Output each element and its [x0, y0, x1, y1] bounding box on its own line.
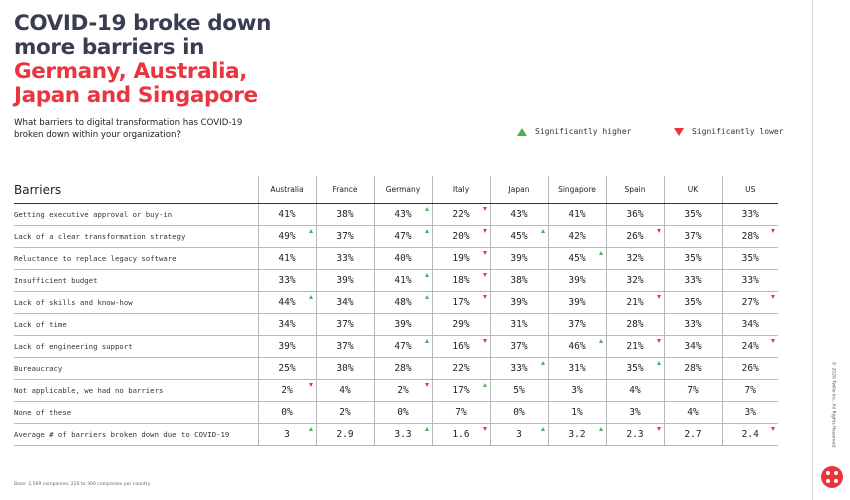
twilio-logo-icon — [821, 466, 843, 488]
significantly-higher-icon — [599, 339, 603, 343]
significantly-lower-icon — [309, 383, 313, 387]
cell-value: 48% — [394, 297, 412, 308]
cell-value: 28% — [684, 363, 702, 374]
cell-value: 39% — [568, 297, 586, 308]
value-cell — [258, 358, 316, 380]
cell-value: 2.4 — [741, 429, 759, 440]
significantly-lower-icon — [483, 295, 487, 299]
significantly-higher-icon — [541, 229, 545, 233]
significantly-higher-icon — [425, 273, 429, 277]
value-cell — [374, 248, 432, 270]
cell-value: 2.7 — [684, 429, 702, 440]
cell-value: 33% — [336, 253, 354, 264]
divider — [812, 0, 813, 500]
copyright: © 2020 Twilio Inc. All Rights Reserved. — [830, 361, 836, 449]
value-cell — [606, 380, 664, 402]
title-line-3: Germany, Australia, — [14, 59, 247, 84]
value-cell — [258, 270, 316, 292]
cell-value: 44% — [278, 297, 296, 308]
value-cell — [664, 380, 722, 402]
significantly-lower-icon — [771, 427, 775, 431]
cell-value: 28% — [394, 363, 412, 374]
cell-value: 21% — [626, 341, 644, 352]
value-cell — [664, 226, 722, 248]
value-cell — [548, 248, 606, 270]
cell-value: 40% — [394, 253, 412, 264]
cell-value: 3.3 — [394, 429, 412, 440]
value-cell — [316, 204, 374, 226]
significantly-lower-icon — [657, 427, 661, 431]
column-header: Italy — [432, 176, 490, 204]
table-header-row — [14, 176, 778, 204]
value-cell — [664, 270, 722, 292]
significantly-higher-icon — [425, 207, 429, 211]
cell-value: 4% — [629, 385, 641, 396]
cell-value: 34% — [684, 341, 702, 352]
legend-higher — [517, 127, 631, 136]
value-cell — [432, 226, 490, 248]
value-cell — [606, 226, 664, 248]
cell-value: 28% — [626, 319, 644, 330]
value-cell — [316, 336, 374, 358]
cell-value: 32% — [626, 275, 644, 286]
row-label: Lack of engineering support — [14, 336, 258, 358]
column-header: Germany — [374, 176, 432, 204]
value-cell — [374, 314, 432, 336]
column-header: Japan — [490, 176, 548, 204]
cell-value: 41% — [394, 275, 412, 286]
value-cell — [316, 292, 374, 314]
value-cell — [664, 424, 722, 446]
significantly-higher-icon — [599, 427, 603, 431]
column-header: Spain — [606, 176, 664, 204]
significantly-higher-icon — [541, 427, 545, 431]
table-row — [14, 270, 778, 292]
value-cell — [374, 402, 432, 424]
row-label: Bureaucracy — [14, 358, 258, 380]
cell-value: 46% — [568, 341, 586, 352]
value-cell — [258, 314, 316, 336]
title-line-4: Japan and Singapore — [14, 83, 258, 108]
cell-value: 49% — [278, 231, 296, 242]
value-cell — [664, 336, 722, 358]
value-cell — [548, 424, 606, 446]
value-cell — [258, 292, 316, 314]
value-cell — [490, 358, 548, 380]
value-cell — [432, 314, 490, 336]
value-cell — [432, 248, 490, 270]
cell-value: 41% — [278, 253, 296, 264]
triangle-up-icon — [517, 128, 527, 136]
value-cell — [606, 204, 664, 226]
value-cell — [258, 248, 316, 270]
value-cell — [664, 314, 722, 336]
value-cell — [258, 204, 316, 226]
cell-value: 33% — [278, 275, 296, 286]
cell-value: 39% — [278, 341, 296, 352]
value-cell — [664, 358, 722, 380]
cell-value: 2.3 — [626, 429, 644, 440]
cell-value: 43% — [510, 209, 528, 220]
cell-value: 18% — [452, 275, 470, 286]
value-cell — [548, 314, 606, 336]
base-note: Base: 2,569 companies; 220 to 300 companies per country — [14, 482, 151, 487]
value-cell — [374, 270, 432, 292]
cell-value: 42% — [568, 231, 586, 242]
cell-value: 37% — [336, 319, 354, 330]
cell-value: 37% — [568, 319, 586, 330]
value-cell — [490, 424, 548, 446]
value-cell — [432, 402, 490, 424]
cell-value: 37% — [336, 231, 354, 242]
row-label: Getting executive approval or buy-in — [14, 204, 258, 226]
cell-value: 41% — [568, 209, 586, 220]
column-header: US — [722, 176, 778, 204]
significantly-higher-icon — [309, 295, 313, 299]
cell-value: 21% — [626, 297, 644, 308]
value-cell — [432, 270, 490, 292]
cell-value: 27% — [741, 297, 759, 308]
row-label: Lack of a clear transformation strategy — [14, 226, 258, 248]
value-cell — [490, 248, 548, 270]
value-cell — [374, 292, 432, 314]
cell-value: 7% — [455, 407, 467, 418]
cell-value: 2% — [339, 407, 351, 418]
value-cell — [432, 336, 490, 358]
triangle-down-icon — [674, 128, 684, 136]
value-cell — [432, 292, 490, 314]
value-cell — [432, 424, 490, 446]
value-cell — [664, 292, 722, 314]
legend-higher-label: Significantly higher — [535, 127, 632, 136]
column-header: France — [316, 176, 374, 204]
significantly-higher-icon — [541, 361, 545, 365]
cell-value: 0% — [397, 407, 409, 418]
value-cell — [258, 402, 316, 424]
value-cell — [490, 204, 548, 226]
cell-value: 37% — [510, 341, 528, 352]
value-cell — [374, 424, 432, 446]
cell-value: 43% — [394, 209, 412, 220]
cell-value: 37% — [684, 231, 702, 242]
value-cell — [722, 358, 778, 380]
value-cell — [490, 314, 548, 336]
significantly-lower-icon — [657, 229, 661, 233]
cell-value: 2.9 — [336, 429, 354, 440]
cell-value: 33% — [684, 319, 702, 330]
cell-value: 1% — [571, 407, 583, 418]
cell-value: 29% — [452, 319, 470, 330]
value-cell — [548, 336, 606, 358]
cell-value: 47% — [394, 231, 412, 242]
table-row — [14, 248, 778, 270]
table-row — [14, 336, 778, 358]
value-cell — [374, 226, 432, 248]
value-cell — [606, 402, 664, 424]
value-cell — [664, 248, 722, 270]
cell-value: 31% — [510, 319, 528, 330]
value-cell — [548, 358, 606, 380]
value-cell — [316, 424, 374, 446]
value-cell — [722, 248, 778, 270]
cell-value: 37% — [336, 341, 354, 352]
value-cell — [664, 402, 722, 424]
cell-value: 35% — [626, 363, 644, 374]
cell-value: 3.2 — [568, 429, 586, 440]
column-header: UK — [664, 176, 722, 204]
value-cell — [316, 402, 374, 424]
value-cell — [722, 380, 778, 402]
cell-value: 38% — [510, 275, 528, 286]
significantly-lower-icon — [483, 427, 487, 431]
column-header: Australia — [258, 176, 316, 204]
table-row — [14, 292, 778, 314]
cell-value: 33% — [510, 363, 528, 374]
survey-question: What barriers to digital transformation has COVID-19 broken down within your organization? — [14, 118, 243, 140]
cell-value: 47% — [394, 341, 412, 352]
significantly-lower-icon — [771, 339, 775, 343]
cell-value: 35% — [684, 253, 702, 264]
cell-value: 24% — [741, 341, 759, 352]
cell-value: 16% — [452, 341, 470, 352]
cell-value: 17% — [452, 385, 470, 396]
cell-value: 41% — [278, 209, 296, 220]
significantly-higher-icon — [599, 251, 603, 255]
cell-value: 3% — [571, 385, 583, 396]
value-cell — [432, 204, 490, 226]
cell-value: 34% — [336, 297, 354, 308]
table-row — [14, 424, 778, 446]
value-cell — [548, 270, 606, 292]
value-cell — [722, 270, 778, 292]
page-title — [14, 12, 271, 108]
cell-value: 33% — [741, 275, 759, 286]
value-cell — [722, 204, 778, 226]
table-row — [14, 204, 778, 226]
value-cell — [374, 358, 432, 380]
significantly-lower-icon — [483, 339, 487, 343]
value-cell — [664, 204, 722, 226]
cell-value: 25% — [278, 363, 296, 374]
significantly-lower-icon — [483, 273, 487, 277]
cell-value: 33% — [684, 275, 702, 286]
value-cell — [316, 314, 374, 336]
table-body — [14, 204, 778, 446]
value-cell — [606, 292, 664, 314]
cell-value: 35% — [741, 253, 759, 264]
significantly-lower-icon — [771, 295, 775, 299]
value-cell — [258, 424, 316, 446]
value-cell — [548, 204, 606, 226]
cell-value: 35% — [684, 209, 702, 220]
value-cell — [722, 336, 778, 358]
cell-value: 28% — [741, 231, 759, 242]
value-cell — [316, 226, 374, 248]
value-cell — [548, 380, 606, 402]
row-label: Insufficient budget — [14, 270, 258, 292]
value-cell — [432, 358, 490, 380]
cell-value: 39% — [568, 275, 586, 286]
cell-value: 19% — [452, 253, 470, 264]
significantly-lower-icon — [657, 339, 661, 343]
cell-value: 3% — [629, 407, 641, 418]
value-cell — [258, 380, 316, 402]
value-cell — [548, 226, 606, 248]
significantly-lower-icon — [483, 207, 487, 211]
cell-value: 0% — [513, 407, 525, 418]
cell-value: 3 — [284, 429, 290, 440]
cell-value: 35% — [684, 297, 702, 308]
cell-value: 0% — [281, 407, 293, 418]
value-cell — [606, 424, 664, 446]
cell-value: 38% — [336, 209, 354, 220]
cell-value: 45% — [510, 231, 528, 242]
significantly-lower-icon — [425, 383, 429, 387]
cell-value: 3% — [744, 407, 756, 418]
cell-value: 39% — [510, 253, 528, 264]
cell-value: 36% — [626, 209, 644, 220]
cell-value: 39% — [336, 275, 354, 286]
significantly-higher-icon — [425, 339, 429, 343]
cell-value: 33% — [741, 209, 759, 220]
value-cell — [606, 358, 664, 380]
cell-value: 2% — [397, 385, 409, 396]
cell-value: 5% — [513, 385, 525, 396]
value-cell — [374, 380, 432, 402]
value-cell — [606, 248, 664, 270]
significantly-higher-icon — [309, 229, 313, 233]
significantly-higher-icon — [425, 427, 429, 431]
value-cell — [490, 226, 548, 248]
cell-value: 17% — [452, 297, 470, 308]
legend-lower-label: Significantly lower — [692, 127, 784, 136]
significantly-lower-icon — [483, 251, 487, 255]
cell-value: 31% — [568, 363, 586, 374]
row-label: Lack of time — [14, 314, 258, 336]
cell-value: 30% — [336, 363, 354, 374]
value-cell — [316, 358, 374, 380]
value-cell — [548, 402, 606, 424]
value-cell — [722, 424, 778, 446]
cell-value: 3 — [516, 429, 522, 440]
row-label: Reluctance to replace legacy software — [14, 248, 258, 270]
value-cell — [606, 314, 664, 336]
significantly-higher-icon — [657, 361, 661, 365]
row-header: Barriers — [14, 176, 258, 204]
value-cell — [490, 270, 548, 292]
cell-value: 4% — [687, 407, 699, 418]
value-cell — [490, 336, 548, 358]
row-label: None of these — [14, 402, 258, 424]
row-label: Not applicable, we had no barriers — [14, 380, 258, 402]
value-cell — [606, 270, 664, 292]
cell-value: 39% — [510, 297, 528, 308]
significantly-lower-icon — [657, 295, 661, 299]
value-cell — [316, 270, 374, 292]
cell-value: 7% — [687, 385, 699, 396]
value-cell — [374, 204, 432, 226]
row-label: Lack of skills and know-how — [14, 292, 258, 314]
cell-value: 45% — [568, 253, 586, 264]
table-row — [14, 402, 778, 424]
cell-value: 34% — [741, 319, 759, 330]
significantly-lower-icon — [483, 229, 487, 233]
legend-lower — [674, 127, 784, 136]
title-line-2: more barriers in — [14, 35, 205, 60]
significantly-higher-icon — [483, 383, 487, 387]
cell-value: 7% — [744, 385, 756, 396]
title-line-1: COVID-19 broke down — [14, 11, 271, 36]
value-cell — [316, 248, 374, 270]
value-cell — [374, 336, 432, 358]
cell-value: 20% — [452, 231, 470, 242]
cell-value: 22% — [452, 363, 470, 374]
value-cell — [722, 226, 778, 248]
cell-value: 22% — [452, 209, 470, 220]
column-header: Singapore — [548, 176, 606, 204]
value-cell — [432, 380, 490, 402]
value-cell — [258, 226, 316, 248]
cell-value: 26% — [741, 363, 759, 374]
value-cell — [490, 380, 548, 402]
table-row — [14, 380, 778, 402]
table-row — [14, 314, 778, 336]
value-cell — [606, 336, 664, 358]
cell-value: 1.6 — [452, 429, 470, 440]
value-cell — [490, 292, 548, 314]
value-cell — [722, 292, 778, 314]
value-cell — [722, 402, 778, 424]
value-cell — [258, 336, 316, 358]
table-row — [14, 358, 778, 380]
value-cell — [722, 314, 778, 336]
significantly-higher-icon — [425, 295, 429, 299]
value-cell — [490, 402, 548, 424]
significantly-higher-icon — [425, 229, 429, 233]
cell-value: 26% — [626, 231, 644, 242]
row-label: Average # of barriers broken down due to COVID-19 — [14, 424, 258, 446]
table-row — [14, 226, 778, 248]
significantly-lower-icon — [771, 229, 775, 233]
cell-value: 32% — [626, 253, 644, 264]
value-cell — [548, 292, 606, 314]
cell-value: 39% — [394, 319, 412, 330]
cell-value: 34% — [278, 319, 296, 330]
significantly-higher-icon — [309, 427, 313, 431]
cell-value: 4% — [339, 385, 351, 396]
barriers-table — [14, 176, 778, 446]
value-cell — [316, 380, 374, 402]
cell-value: 2% — [281, 385, 293, 396]
